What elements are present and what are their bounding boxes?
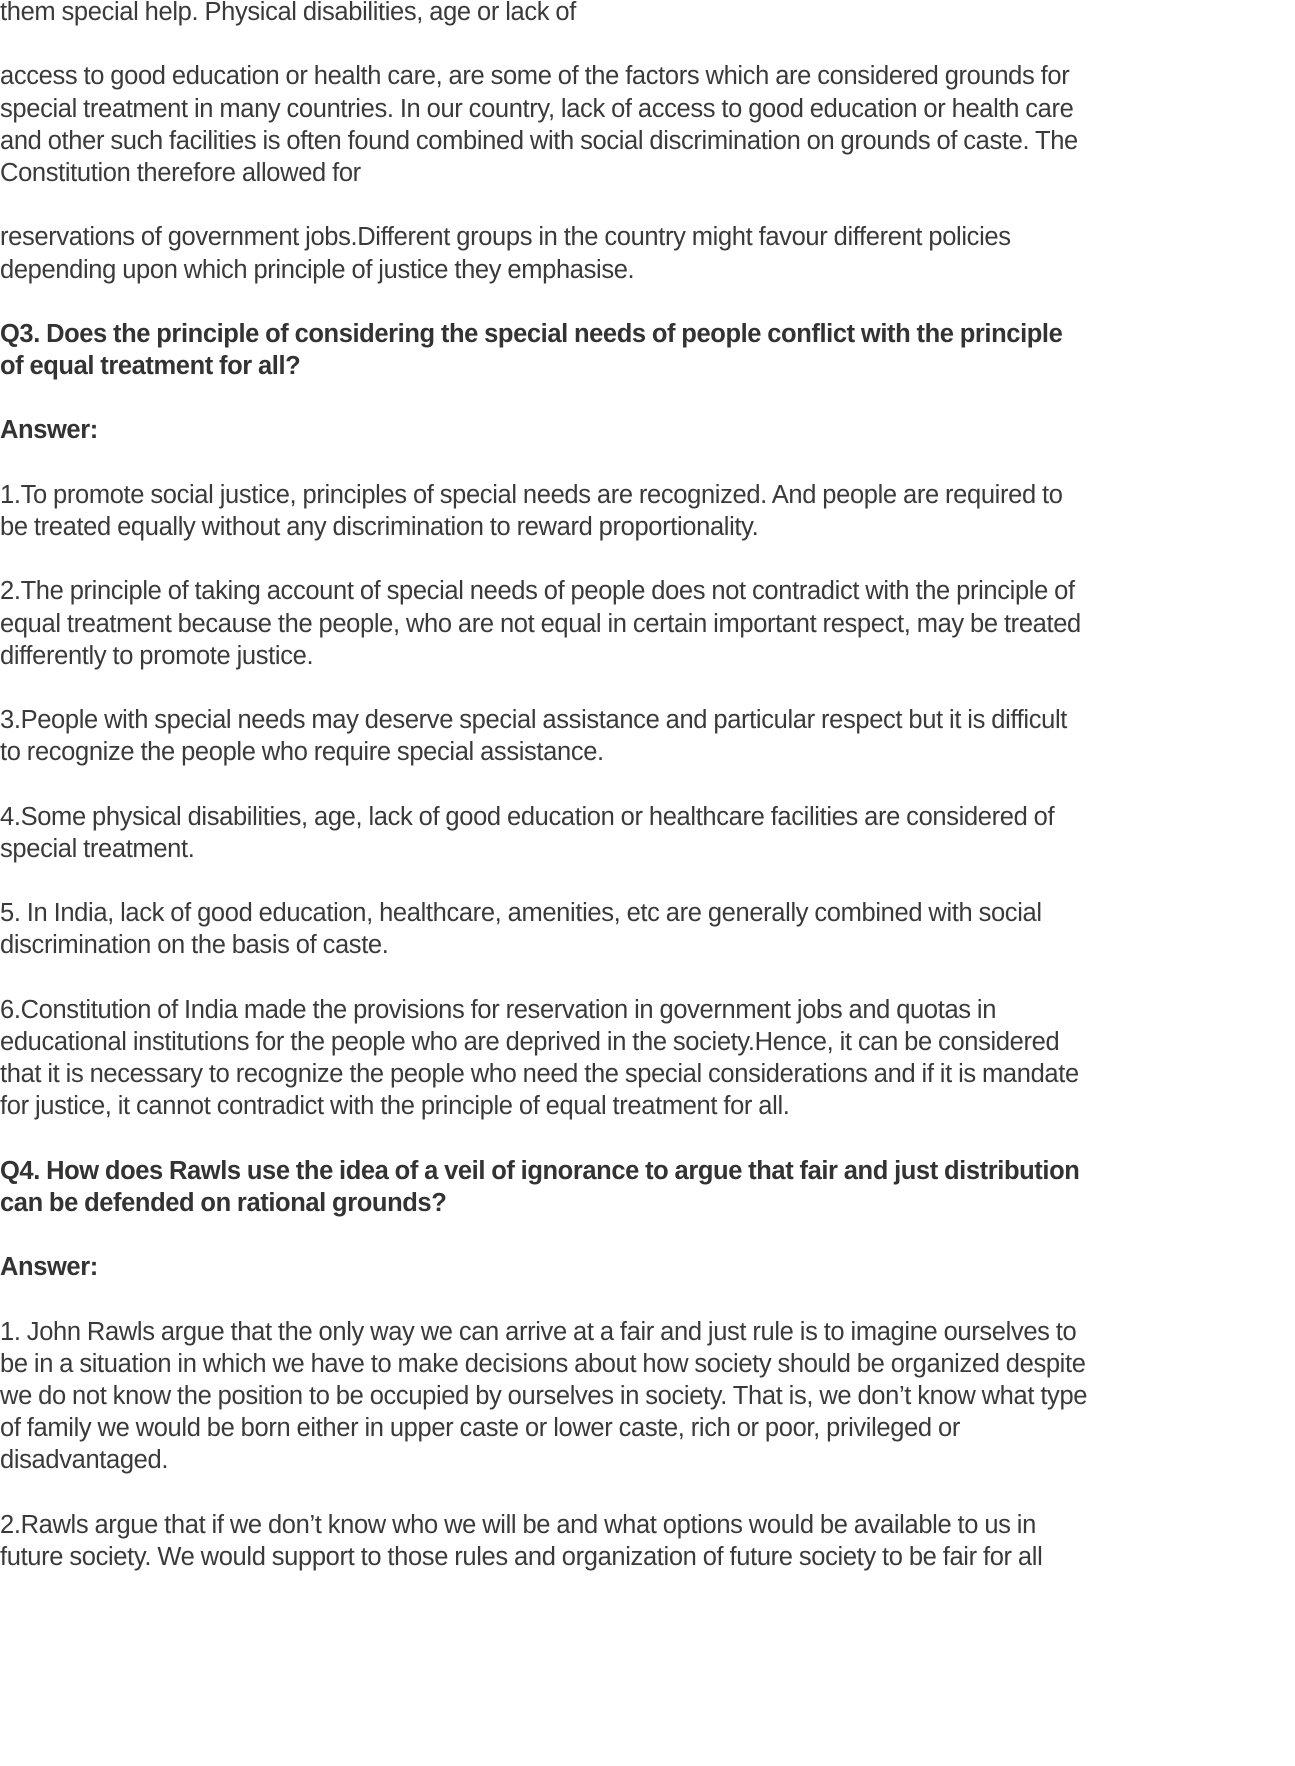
text-line: be in a situation in which we have to make decisions about how society should be organized despite bbox=[0, 1349, 1086, 1378]
q3-point-6 bbox=[0, 994, 1295, 1123]
text-line: 1. John Rawls argue that the only way we can arrive at a fair and just rule is to imagine ourselves to bbox=[0, 1317, 1077, 1346]
text-line: of family we would be born either in upper caste or lower caste, rich or poor, privileged or bbox=[0, 1414, 960, 1443]
text-line: access to good education or health care, are some of the factors which are considered grounds for bbox=[0, 62, 1070, 91]
text-line: differently to promote justice. bbox=[0, 641, 314, 670]
question-q3 bbox=[0, 318, 1295, 382]
paragraph-fragment bbox=[0, 0, 1295, 28]
paragraph-access bbox=[0, 60, 1295, 189]
answer-label-q3 bbox=[0, 414, 1295, 446]
q3-point-1 bbox=[0, 479, 1295, 543]
q3-point-3 bbox=[0, 704, 1295, 768]
text-line: special treatment. bbox=[0, 834, 195, 863]
text-line: 6.Constitution of India made the provisions for reservation in government jobs and quotas in bbox=[0, 995, 997, 1024]
question-q4 bbox=[0, 1155, 1295, 1219]
text-line: we do not know the position to be occupied by ourselves in society. That is, we don’t know what type bbox=[0, 1382, 1088, 1411]
text-line: discrimination on the basis of caste. bbox=[0, 931, 389, 960]
text-line: 1.To promote social justice, principles of special needs are recognized. And people are required to bbox=[0, 480, 1063, 509]
text-line: 3.People with special needs may deserve special assistance and particular respect but it is difficult bbox=[0, 706, 1068, 735]
text-line: be treated equally without any discrimination to reward proportionality. bbox=[0, 513, 759, 541]
q4-point-1 bbox=[0, 1316, 1295, 1477]
text-line: future society. We would support to those rules and organization of future society to be fair for all bbox=[0, 1543, 1043, 1571]
q3-point-5 bbox=[0, 897, 1295, 961]
text-line: 2.The principle of taking account of special needs of people does not contradict with the principle of bbox=[0, 577, 1075, 606]
text-line: educational institutions for the people who are deprived in the society.Hence, it can be considered bbox=[0, 1028, 1060, 1056]
text-line: 5. In India, lack of good education, healthcare, amenities, etc are generally combined with social bbox=[0, 899, 1042, 928]
text-line: reservations of government jobs.Different groups in the country might favour different policies bbox=[0, 223, 1011, 252]
text-line: special treatment in many countries. In our country, lack of access to good education or health care bbox=[0, 94, 1074, 123]
text-line: disadvantaged. bbox=[0, 1446, 169, 1475]
question-line: can be defended on rational grounds? bbox=[0, 1188, 447, 1217]
text-line: 4.Some physical disabilities, age, lack of good education or healthcare facilities are considered of bbox=[0, 802, 1055, 831]
answer-label: Answer: bbox=[0, 416, 98, 445]
question-line: Q4. How does Rawls use the idea of a veil of ignorance to argue that fair and just distribution bbox=[0, 1156, 1080, 1185]
answer-label-q4 bbox=[0, 1251, 1295, 1283]
text-line: and other such facilities is often found combined with social discrimination on grounds of caste. The bbox=[0, 126, 1078, 155]
answer-label: Answer: bbox=[0, 1253, 98, 1282]
text-line: to recognize the people who require special assistance. bbox=[0, 738, 604, 767]
paragraph-reservations bbox=[0, 221, 1295, 285]
text-line: depending upon which principle of justice they emphasise. bbox=[0, 255, 635, 284]
text-line: 2.Rawls argue that if we don’t know who we will be and what options would be available to us in bbox=[0, 1510, 1036, 1539]
text-line: equal treatment because the people, who are not equal in certain important respect, may be treated bbox=[0, 609, 1081, 638]
q3-point-2 bbox=[0, 575, 1295, 672]
text-line: that it is necessary to recognize the people who need the special considerations and if it is mandate bbox=[0, 1060, 1079, 1089]
question-line: Q3. Does the principle of considering the special needs of people conflict with the principle bbox=[0, 319, 1063, 348]
question-line: of equal treatment for all? bbox=[0, 352, 301, 381]
text-line: for justice, it cannot contradict with the principle of equal treatment for all. bbox=[0, 1092, 790, 1121]
text-line: them special help. Physical disabilities, age or lack of bbox=[0, 0, 576, 26]
q3-point-4 bbox=[0, 801, 1295, 865]
text-line: Constitution therefore allowed for bbox=[0, 158, 361, 187]
q4-point-2 bbox=[0, 1509, 1295, 1573]
